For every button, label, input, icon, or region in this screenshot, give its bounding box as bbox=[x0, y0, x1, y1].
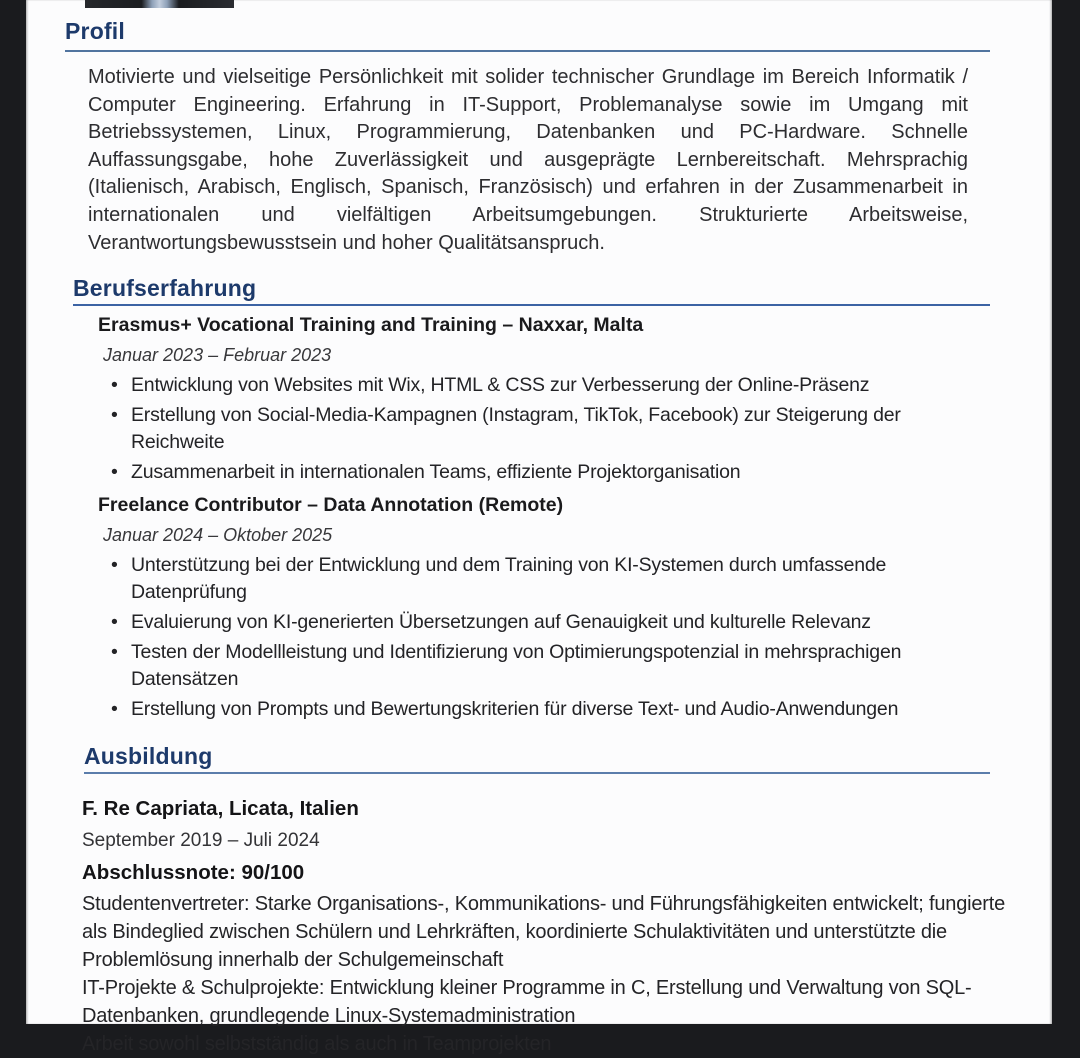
section-heading-profil: Profil bbox=[65, 17, 990, 52]
education-entry bbox=[82, 796, 1015, 1058]
job-entry-freelance bbox=[26, 493, 1052, 723]
list-item: • Erstellung von Social-Media-Kampagnen (Instagram, TikTok, Facebook) zur Steigerung der Reichweite bbox=[131, 402, 930, 456]
job-date: Januar 2023 – Februar 2023 bbox=[103, 345, 332, 366]
job-bullet-list bbox=[131, 552, 930, 723]
list-item: • Zusammenarbeit in internationalen Teams, effiziente Projektorganisation bbox=[131, 459, 930, 486]
list-item: • Unterstützung bei der Entwicklung und dem Training von KI-Systemen durch umfassende Datenprüfung bbox=[131, 552, 930, 606]
education-detail: Studentenvertreter: Starke Organisations-, Kommunikations- und Führungsfähigkeiten entwickelt; fungierte als Bindeglied zwischen Schülern und Lehrkräften, koordinierte Schulaktivitäten und unterstützte die Problemlösung innerhalb der Schulgemeinschaft bbox=[82, 893, 1006, 972]
profile-photo bbox=[85, 0, 234, 8]
education-date: September 2019 – Juli 2024 bbox=[82, 830, 320, 852]
job-title: Freelance Contributor – Data Annotation (Remote) bbox=[98, 494, 564, 517]
job-bullet-list bbox=[131, 372, 930, 486]
cv-document-page bbox=[26, 0, 1052, 1056]
job-title: Erasmus+ Vocational Training and Training – Naxxar, Malta bbox=[98, 314, 644, 337]
profil-summary-text: Motivierte und vielseitige Persönlichkeit mit solider technischer Grundlage im Bereich Informatik / Computer Engineering. Erfahrung in IT-Support, Problemanalyse sowie im Umgang mit Betriebssystemen, Linux, Programmierung, Datenbanken und PC-Hardware. Schnelle Auffassungsgabe, hohe Zuverlässigkeit und ausgeprägte Lernbereitschaft. Mehrsprachig (Italienisch, Arabisch, Englisch, Spanisch, Französisch) und erfahren in der Zusammenarbeit in internationalen und vielfältigen Arbeitsumgebungen. Strukturierte Arbeitsweise, Verantwortungsbewusstsein und hoher Qualitätsanspruch. bbox=[88, 66, 968, 254]
job-entry-erasmus bbox=[26, 313, 1052, 486]
job-date: Januar 2024 – Oktober 2025 bbox=[103, 525, 333, 546]
list-item: • Evaluierung von KI-generierten Übersetzungen auf Genauigkeit und kulturelle Relevanz bbox=[131, 609, 930, 636]
list-item: • Testen der Modellleistung und Identifizierung von Optimierungspotenzial in mehrsprachigen Datensätzen bbox=[131, 639, 930, 693]
education-detail: IT-Projekte & Schulprojekte: Entwicklung kleiner Programme in C, Erstellung und Verwaltung von SQL-Datenbanken, grundlegende Linux-Systemadministration bbox=[82, 977, 972, 1028]
education-detail: Arbeit sowohl selbstständig als auch in Teamprojekten bbox=[82, 1033, 552, 1056]
education-final-grade: Abschlussnote: 90/100 bbox=[82, 861, 305, 885]
section-heading-ausbildung: Ausbildung bbox=[84, 742, 990, 774]
section-heading-berufserfahrung: Berufserfahrung bbox=[73, 274, 990, 306]
list-item: • Erstellung von Prompts und Bewertungskriterien für diverse Text- und Audio-Anwendungen bbox=[131, 696, 930, 723]
education-school-name: F. Re Capriata, Licata, Italien bbox=[82, 797, 359, 821]
list-item: • Entwicklung von Websites mit Wix, HTML & CSS zur Verbesserung der Online-Präsenz bbox=[131, 372, 930, 399]
